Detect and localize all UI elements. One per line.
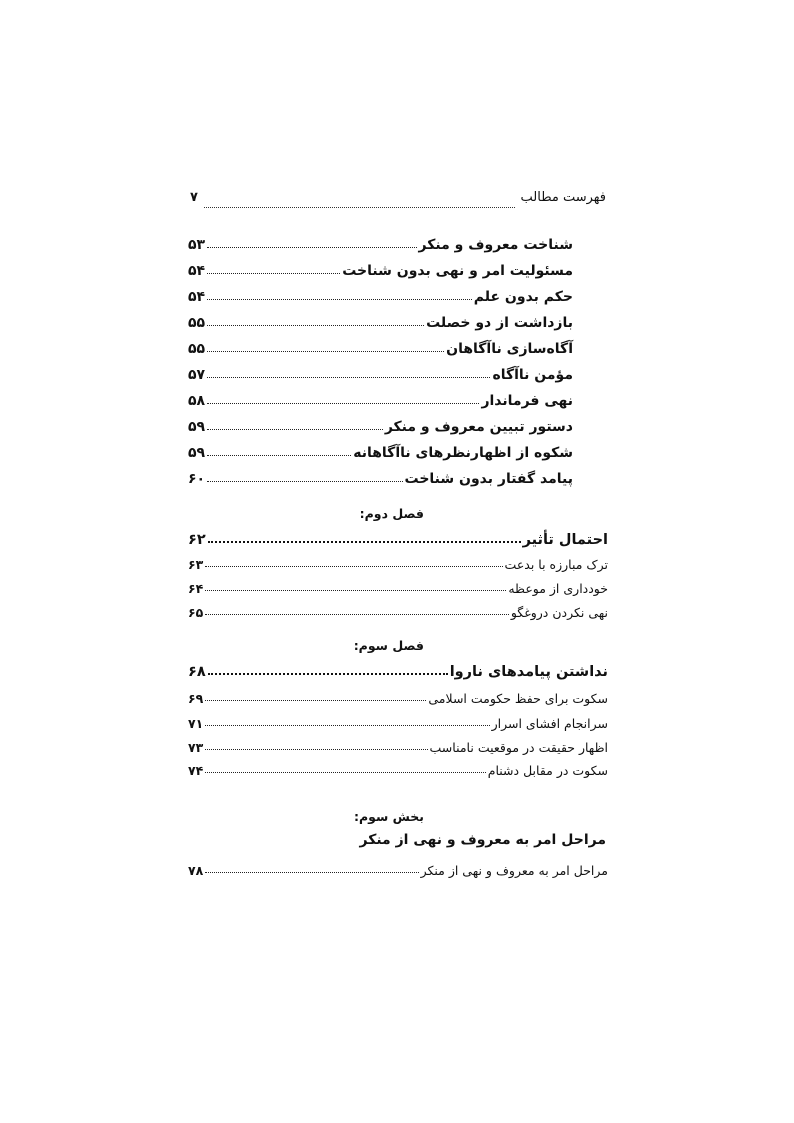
toc-page-number: ۵۸ (188, 393, 206, 409)
part-title: مراحل امر به معروف و نهی از منکر (359, 832, 606, 848)
leader-dots (207, 351, 444, 352)
toc-page-number: ۷۳ (188, 740, 204, 755)
leader-dots (207, 481, 402, 482)
toc-page-number: ۶۹ (188, 691, 204, 706)
toc-title: ترک مبارزه با بدعت (504, 557, 608, 572)
toc-page-number: ۵۵ (188, 341, 206, 357)
toc-page-number: ۷۴ (188, 763, 204, 778)
toc-row-main[interactable] (188, 658, 608, 680)
header-title: فهرست مطالب (520, 190, 606, 205)
toc-page-number: ۶۲ (188, 532, 206, 548)
leader-dots (207, 299, 472, 300)
toc-row[interactable] (188, 574, 608, 596)
toc-page-number: ۵۳ (188, 237, 206, 253)
toc-row[interactable] (188, 281, 573, 305)
toc-title: خودداری از موعظه (508, 581, 608, 596)
leader-dots (207, 273, 340, 274)
toc-title: پیامد گفتار بدون شناخت (404, 471, 573, 487)
toc-page-number: ۵۹ (188, 419, 206, 435)
leader-dots (205, 749, 427, 750)
toc-row[interactable] (188, 411, 573, 435)
leader-dots (207, 247, 416, 248)
leader-dots (207, 403, 479, 404)
chapter-heading: فصل دوم: (359, 506, 424, 521)
toc-title: حکم بدون علم (473, 289, 573, 305)
toc-title: سرانجام افشای اسرار (491, 716, 608, 731)
leader-dots (207, 455, 351, 456)
leader-dots (205, 872, 418, 873)
toc-title: بازداشت از دو خصلت (426, 315, 573, 331)
toc-page-number: ۵۵ (188, 315, 206, 331)
toc-row[interactable] (188, 756, 608, 778)
toc-title: مسئولیت امر و نهی بدون شناخت (342, 263, 573, 279)
toc-title: نهی نکردن دروغگو (510, 605, 608, 620)
page-header (190, 190, 606, 212)
toc-row[interactable] (188, 385, 573, 409)
toc-title: دستور تبیین معروف و منکر (384, 419, 573, 435)
toc-page-number: ۷۱ (188, 716, 204, 731)
toc-row[interactable] (188, 333, 573, 357)
leader-dots (204, 206, 515, 208)
leader-dots (205, 590, 506, 591)
toc-page-number: ۶۰ (188, 471, 206, 487)
toc-title: شناخت معروف و منکر (418, 237, 573, 253)
toc-row[interactable] (188, 598, 608, 620)
leader-dots (207, 325, 424, 326)
toc-title: مراحل امر به معروف و نهی از منکر (420, 863, 608, 878)
toc-row[interactable] (188, 733, 608, 755)
toc-page-number: ۵۴ (188, 289, 206, 305)
toc-row[interactable] (188, 437, 573, 461)
leader-dots (205, 725, 489, 726)
toc-row[interactable] (188, 550, 608, 572)
toc-row[interactable] (188, 463, 573, 487)
leader-dots (207, 377, 490, 378)
toc-title: نهی فرماندار (481, 393, 573, 409)
toc-page-number: ۷۸ (188, 863, 204, 878)
leader-dots (208, 541, 521, 543)
toc-title: شکوه از اظهارنظرهای ناآگاهانه (353, 445, 573, 461)
toc-title: نداشتن پیامدهای ناروا (449, 664, 608, 680)
toc-page-number: ۵۴ (188, 263, 206, 279)
leader-dots (205, 614, 509, 615)
leader-dots (205, 772, 485, 773)
leader-dots (208, 673, 448, 675)
leader-dots (205, 566, 502, 567)
toc-row[interactable] (188, 359, 573, 383)
toc-title: احتمال تأثیر (522, 532, 608, 548)
leader-dots (205, 700, 426, 701)
toc-title: مؤمن ناآگاه (492, 367, 573, 383)
toc-page-number: ۶۵ (188, 605, 204, 620)
toc-row[interactable] (188, 307, 573, 331)
chapter-heading: فصل سوم: (353, 638, 424, 653)
toc-page-number: ۶۸ (188, 664, 206, 680)
toc-row-main[interactable] (188, 526, 608, 548)
toc-page-number: ۶۳ (188, 557, 204, 572)
toc-row[interactable] (188, 709, 608, 731)
toc-title: سکوت در مقابل دشنام (487, 763, 608, 778)
toc-row[interactable] (188, 255, 573, 279)
toc-page-number: ۵۷ (188, 367, 206, 383)
toc-page-number: ۶۴ (188, 581, 204, 596)
header-page-number: ۷ (190, 190, 198, 205)
toc-row[interactable] (188, 684, 608, 706)
toc-row[interactable] (188, 856, 608, 878)
toc-row[interactable] (188, 229, 573, 253)
toc-title: سکوت برای حفظ حکومت اسلامی (428, 691, 608, 706)
toc-title: اظهار حقیقت در موقعیت نامناسب (429, 740, 608, 755)
toc-page-number: ۵۹ (188, 445, 206, 461)
leader-dots (207, 429, 383, 430)
toc-title: آگاه‌سازی ناآگاهان (446, 341, 573, 357)
part-heading: بخش سوم: (353, 809, 424, 824)
